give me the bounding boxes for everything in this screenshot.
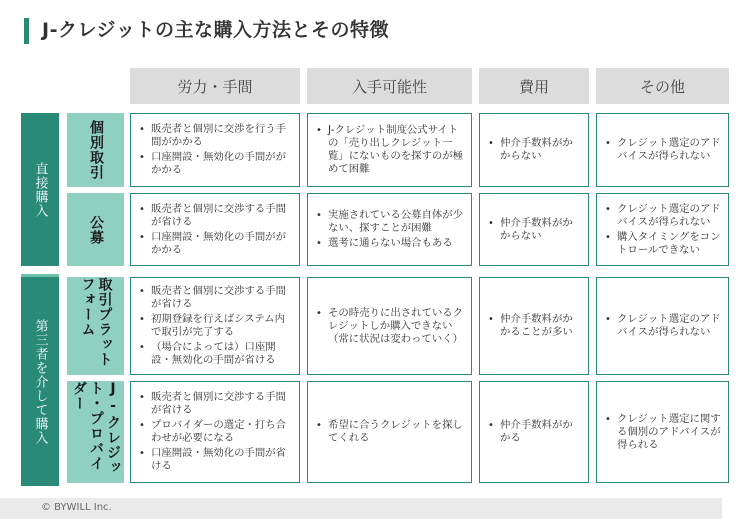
bullet-item: • 仲介手数料がかかる	[486, 419, 582, 445]
cell-public-cost	[479, 193, 589, 266]
header-effort: 労力・手間	[130, 68, 300, 104]
row-label: J-クレジット・プロバイダー	[71, 381, 121, 475]
bullet-item: • 選考に通らない場合もある	[314, 237, 465, 250]
bullet-item: • クレジット選定のアドバイスが得られない	[603, 137, 722, 163]
cell-platform-other	[596, 277, 729, 375]
title-accent-bar	[24, 18, 29, 44]
bullet-item: • 初期登録を行えばシステム内で取引が完了する	[137, 313, 293, 339]
cell-public-availability	[307, 193, 472, 266]
group-label: 直接購入	[32, 161, 48, 218]
group-direct-purchase	[21, 113, 59, 266]
cell-platform-cost	[479, 277, 589, 375]
row-label: 公募	[88, 214, 104, 245]
bullet-item: • 販売者と個別に交渉する手間が省ける	[137, 285, 293, 311]
cell-provider-other	[596, 381, 729, 483]
cell-provider-availability	[307, 381, 472, 483]
bullet-item: • 口座開設・無効化の手間ががかかる	[137, 151, 293, 177]
row-label-public-offering	[67, 193, 124, 266]
cell-public-effort	[130, 193, 300, 266]
group-via-third-party	[21, 274, 59, 486]
bullet-item: • （場合によっては）口座開設・無効化の手間が省ける	[137, 341, 293, 367]
cell-individual-effort	[130, 113, 300, 187]
copyright-text: © BYWILL Inc.	[41, 502, 112, 513]
row-label-trading-platform	[67, 277, 124, 375]
bullet-item: • 仲介手数料がかかることが多い	[486, 313, 582, 339]
bullet-item: • その時売りに出されているクレジットしか購入できない（常に状況は変わっていく）	[314, 307, 465, 346]
cell-platform-effort	[130, 277, 300, 375]
bullet-item: • クレジット選定のアドバイスが得られない	[603, 313, 722, 339]
cell-platform-availability	[307, 277, 472, 375]
bullet-item: • 実施されている公募自体が少ない、探すことが困難	[314, 209, 465, 235]
cell-provider-effort	[130, 381, 300, 483]
bullet-item: • 販売者と個別に交渉する手間が省ける	[137, 203, 293, 229]
header-availability: 入手可能性	[307, 68, 472, 104]
header-other: その他	[596, 68, 729, 104]
bullet-item: • プロバイダーの選定・打ち合わせが必要になる	[137, 419, 293, 445]
bullet-item: • 購入タイミングをコントロールできない	[603, 231, 722, 257]
row-label: 個別取引	[88, 120, 104, 180]
bullet-item: • 口座開設・無効化の手間が省ける	[137, 447, 293, 473]
bullet-item: • J-クレジット制度公式サイトの「売り出しクレジット一覧」にないものを探すのが極めて困難	[314, 124, 465, 176]
bullet-item: • 販売者と個別に交渉を行う手間がかかる	[137, 123, 293, 149]
bullet-item: • 仲介手数料がかからない	[486, 217, 582, 243]
cell-individual-availability	[307, 113, 472, 187]
row-label-provider	[67, 381, 124, 483]
bullet-item: • 仲介手数料がかからない	[486, 137, 582, 163]
group-label: 第三者を介して購入	[32, 318, 48, 445]
bullet-item: • クレジット選定のアドバイスが得られない	[603, 203, 722, 229]
bullet-item: • 口座開設・無効化の手間ががかかる	[137, 231, 293, 257]
cell-provider-cost	[479, 381, 589, 483]
row-label-individual	[67, 113, 124, 187]
cell-individual-other	[596, 113, 729, 187]
cell-individual-cost	[479, 113, 589, 187]
cell-public-other	[596, 193, 729, 266]
row-label: 取引プラットフォーム	[79, 277, 113, 367]
bullet-item: • クレジット選定に関する個別のアドバイスが得られる	[603, 413, 722, 452]
header-cost: 費用	[479, 68, 589, 104]
page-title: J-クレジットの主な購入方法とその特徴	[42, 19, 389, 41]
bullet-item: • 販売者と個別に交渉する手間が省ける	[137, 391, 293, 417]
bullet-item: • 希望に合うクレジットを探してくれる	[314, 419, 465, 445]
